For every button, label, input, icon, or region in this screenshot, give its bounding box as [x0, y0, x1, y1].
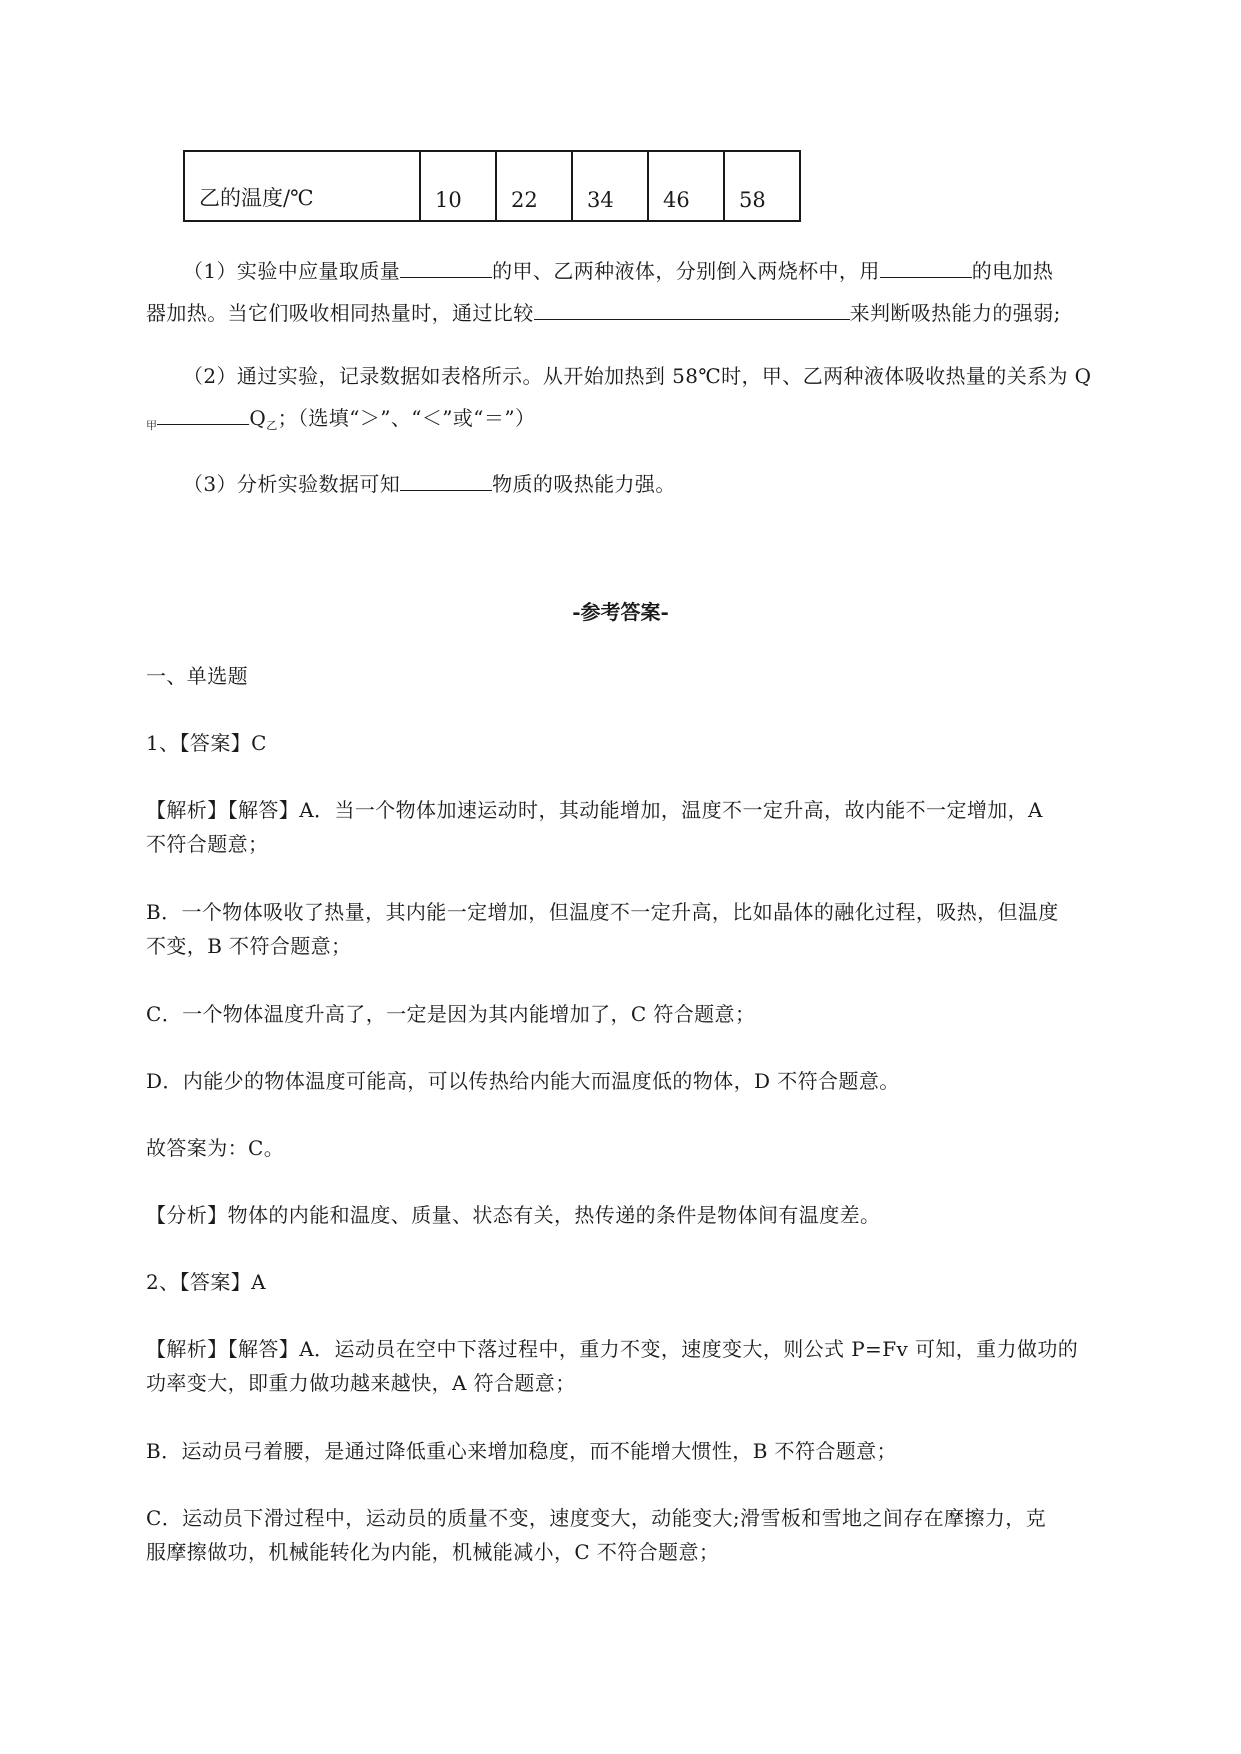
q1-text-e: 来判断吸热能力的强弱; — [849, 301, 1061, 325]
answer-1-option-d: D．内能少的物体温度可能高，可以传热给内能大而温度低的物体，D 不符合题意。 — [146, 1069, 900, 1093]
section-heading: 一、单选题 — [146, 664, 248, 688]
subscript-jia: 甲 — [146, 419, 158, 432]
answer-2-heading: 2、【答案】A — [146, 1270, 266, 1294]
table-cell: 22 — [496, 151, 572, 221]
answer-blank — [534, 301, 850, 320]
q1-text-c: 的电加热 — [971, 259, 1054, 283]
question-2-line-2 — [146, 402, 535, 433]
answer-blank — [400, 472, 492, 491]
answer-2-explanation-line-1: 【解析】【解答】A．运动员在空中下落过程中，重力不变，速度变大，则公式 P=Fv 可知，重力做功的 — [146, 1337, 1079, 1361]
q1-text-b: 的甲、乙两种液体，分别倒入两烧杯中，用 — [492, 259, 880, 283]
temperature-table — [183, 150, 801, 222]
question-2-line-1: （2）通过实验，记录数据如表格所示。从开始加热到 58℃时，甲、乙两种液体吸收热量的关系为 Q — [183, 364, 1092, 388]
answer-2-option-c-line-1: C．运动员下滑过程中，运动员的质量不变，速度变大，动能变大;滑雪板和雪地之间存在摩擦力，克 — [146, 1506, 1047, 1530]
table-cell: 34 — [572, 151, 648, 221]
answer-2-option-b: B．运动员弓着腰，是通过降低重心来增加稳度，而不能增大惯性，B 不符合题意； — [146, 1439, 897, 1463]
table-cell: 58 — [724, 151, 800, 221]
table-cell: 46 — [648, 151, 724, 221]
answer-blank — [157, 406, 249, 425]
answer-1-explanation-line-1: 【解析】【解答】A．当一个物体加速运动时，其动能增加，温度不一定升高，故内能不一定增加，A — [146, 798, 1043, 822]
answer-1-explanation-line-2: 不符合题意； — [146, 832, 269, 856]
answer-1-analysis: 【分析】物体的内能和温度、质量、状态有关，热传递的条件是物体间有温度差。 — [146, 1203, 881, 1227]
q1-text-a: （1）实验中应量取质量 — [183, 259, 401, 283]
answer-1-conclusion: 故答案为：C。 — [146, 1136, 285, 1160]
answers-title: -参考答案- — [572, 600, 669, 624]
answer-1-heading: 1、【答案】C — [146, 731, 267, 755]
q3-text-a: （3）分析实验数据可知 — [183, 472, 401, 496]
question-1-line-1 — [183, 255, 1053, 284]
q3-text-b: 物质的吸热能力强。 — [492, 472, 676, 496]
answer-blank — [880, 259, 972, 278]
table-row-label: 乙的温度/℃ — [184, 151, 420, 221]
answer-1-option-b-line-1: B．一个物体吸收了热量，其内能一定增加，但温度不一定升高，比如晶体的融化过程，吸热，但温度 — [146, 900, 1059, 924]
answer-1-option-c: C．一个物体温度升高了，一定是因为其内能增加了，C 符合题意； — [146, 1002, 756, 1026]
q1-text-d: 器加热。当它们吸收相同热量时，通过比较 — [146, 301, 534, 325]
table-row — [184, 151, 800, 221]
answer-2-explanation-line-2: 功率变大，即重力做功越来越快，A 符合题意； — [146, 1371, 576, 1395]
answer-1-option-b-line-2: 不变，B 不符合题意； — [146, 934, 352, 958]
q2-tail: ；（选填“＞”、“＜”或“＝”） — [277, 406, 536, 430]
question-1-line-2 — [146, 297, 1061, 326]
answer-blank — [400, 259, 492, 278]
table-cell: 10 — [420, 151, 496, 221]
q-letter: Q — [249, 406, 267, 430]
subscript-yi: 乙 — [266, 419, 278, 432]
question-3 — [183, 468, 676, 497]
answer-2-option-c-line-2: 服摩擦做功，机械能转化为内能，机械能减小，C 不符合题意； — [146, 1540, 720, 1564]
